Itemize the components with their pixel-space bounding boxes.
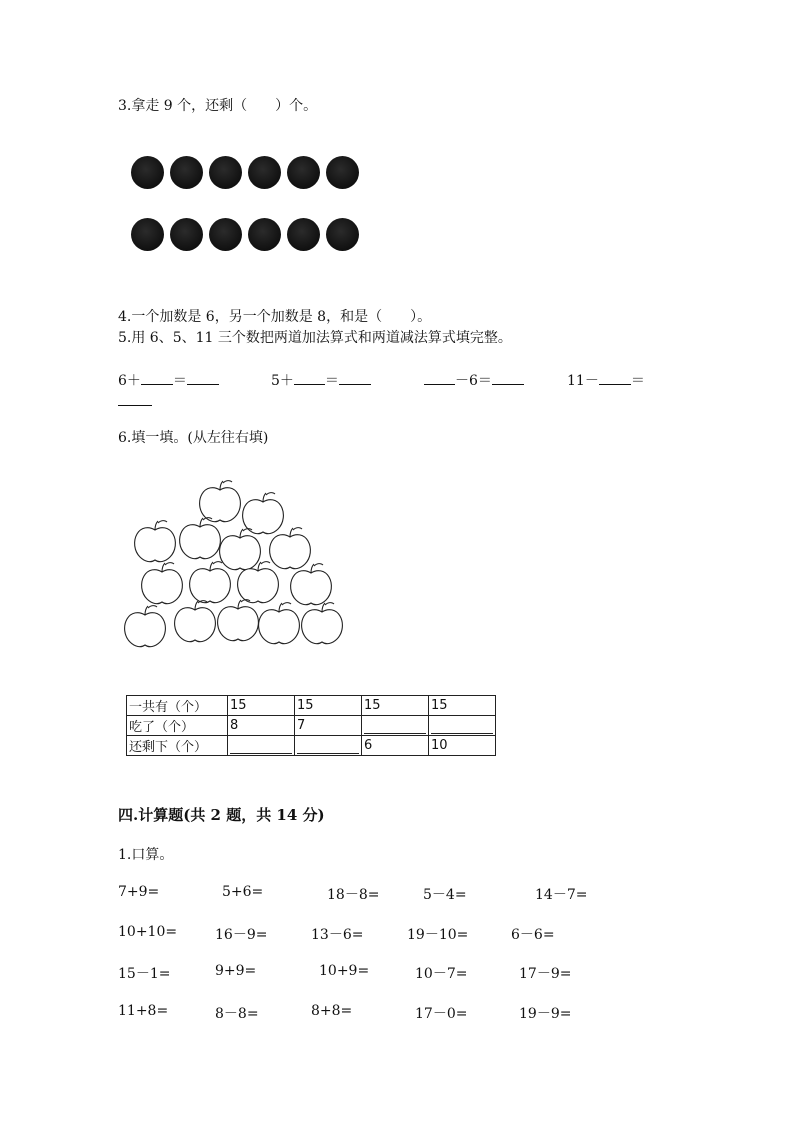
- calc-item: 5+6=: [222, 884, 264, 900]
- apple-icon: [175, 601, 216, 642]
- answer-blank[interactable]: [431, 721, 493, 734]
- calc-item: 18－8=: [327, 887, 380, 903]
- dot: [248, 156, 281, 189]
- answer-blank[interactable]: [599, 370, 631, 385]
- apple-icon: [270, 528, 311, 569]
- calc-item: 8－8=: [215, 1006, 259, 1022]
- calc-item: 15－1=: [118, 966, 171, 982]
- dot: [170, 156, 203, 189]
- calc-item: 16－9=: [215, 927, 268, 943]
- table-row: [127, 736, 496, 756]
- eq4-mid: ＝: [630, 373, 645, 389]
- q6-text: 6.填一填。(从左往右填): [118, 430, 269, 446]
- answer-blank[interactable]: [492, 370, 524, 385]
- apple-icon: [302, 603, 343, 644]
- q4-text: 4.一个加数是 6，另一个加数是 8，和是（ ）。: [118, 309, 432, 325]
- calc-item: 10+10=: [118, 924, 178, 940]
- dot: [287, 156, 320, 189]
- dot: [326, 156, 359, 189]
- calc-title: 1.口算。: [118, 847, 174, 863]
- calc-item: 13－6=: [311, 927, 364, 943]
- calc-item: 10－7=: [415, 966, 468, 982]
- dot: [209, 156, 242, 189]
- table-cell: 7: [295, 716, 362, 736]
- apple-icon: [259, 603, 300, 644]
- table-cell: 8: [228, 716, 295, 736]
- q5-equation-4-wrap: [118, 391, 152, 411]
- table-cell: 15: [295, 696, 362, 716]
- calc-item: 19－9=: [519, 1006, 572, 1022]
- q5-equation-3: [424, 370, 524, 390]
- apple-icon: [291, 564, 332, 605]
- calc-item: 9+9=: [215, 963, 257, 979]
- row-label: 吃了（个）: [127, 716, 228, 736]
- apple-icon: [220, 529, 261, 570]
- row-label: 还剩下（个）: [127, 736, 228, 756]
- calc-item: 5－4=: [423, 887, 467, 903]
- apple-icon: [135, 521, 176, 562]
- answer-cell[interactable]: [362, 716, 429, 736]
- apple-icon: [190, 562, 231, 603]
- eq2-prefix: 5＋: [271, 373, 294, 389]
- q5-text: 5.用 6、5、11 三个数把两道加法算式和两道减法算式填完整。: [118, 330, 512, 346]
- apple-icon: [218, 600, 259, 641]
- dot: [209, 218, 242, 251]
- q5-equation-1: [118, 370, 219, 390]
- dots-group: [131, 156, 361, 252]
- answer-blank[interactable]: [141, 370, 173, 385]
- answer-blank[interactable]: [364, 721, 426, 734]
- dot: [248, 218, 281, 251]
- dot: [131, 156, 164, 189]
- answer-cell[interactable]: [228, 736, 295, 756]
- table-cell: 15: [362, 696, 429, 716]
- dot: [170, 218, 203, 251]
- apple-icon: [200, 481, 241, 522]
- q6-table: [126, 695, 496, 756]
- calc-item: 10+9=: [319, 963, 370, 979]
- eq2-mid: ＝: [324, 373, 339, 389]
- table-cell: 10: [429, 736, 496, 756]
- calc-item: 19－10=: [407, 927, 469, 943]
- q5-equation-4: [567, 370, 645, 390]
- table-row: [127, 696, 496, 716]
- eq3-mid: －6＝: [455, 373, 492, 389]
- calc-item: 6－6=: [511, 927, 555, 943]
- calc-item: 14－7=: [535, 887, 588, 903]
- eq4-prefix: 11－: [567, 373, 599, 389]
- table-cell: 6: [362, 736, 429, 756]
- table-cell: 15: [228, 696, 295, 716]
- answer-cell[interactable]: [429, 716, 496, 736]
- apple-icon: [142, 563, 183, 604]
- calc-item: 7+9=: [118, 884, 160, 900]
- eq1-mid: ＝: [172, 373, 187, 389]
- calc-item: 17－9=: [519, 966, 572, 982]
- answer-blank[interactable]: [339, 370, 371, 385]
- row-label: 一共有（个）: [127, 696, 228, 716]
- apples-illustration: [118, 480, 358, 650]
- apple-icon: [125, 606, 166, 647]
- calc-item: 8+8=: [311, 1003, 353, 1019]
- answer-blank[interactable]: [118, 391, 152, 406]
- q5-equation-2: [271, 370, 371, 390]
- q3-text: 3.拿走 9 个，还剩（ ）个。: [118, 98, 318, 114]
- table-cell: 15: [429, 696, 496, 716]
- calc-item: 11+8=: [118, 1003, 169, 1019]
- section-title: 四.计算题(共 2 题，共 14 分): [118, 806, 325, 824]
- calc-item: 17－0=: [415, 1006, 468, 1022]
- table-row: [127, 716, 496, 736]
- answer-blank[interactable]: [294, 370, 325, 385]
- dot: [131, 218, 164, 251]
- apple-icon: [243, 493, 284, 534]
- answer-blank[interactable]: [424, 370, 455, 385]
- dot: [326, 218, 359, 251]
- answer-cell[interactable]: [295, 736, 362, 756]
- answer-blank[interactable]: [230, 741, 292, 754]
- answer-blank[interactable]: [297, 741, 359, 754]
- answer-blank[interactable]: [187, 370, 219, 385]
- eq1-prefix: 6＋: [118, 373, 141, 389]
- apple-icon: [180, 518, 221, 559]
- dot: [287, 218, 320, 251]
